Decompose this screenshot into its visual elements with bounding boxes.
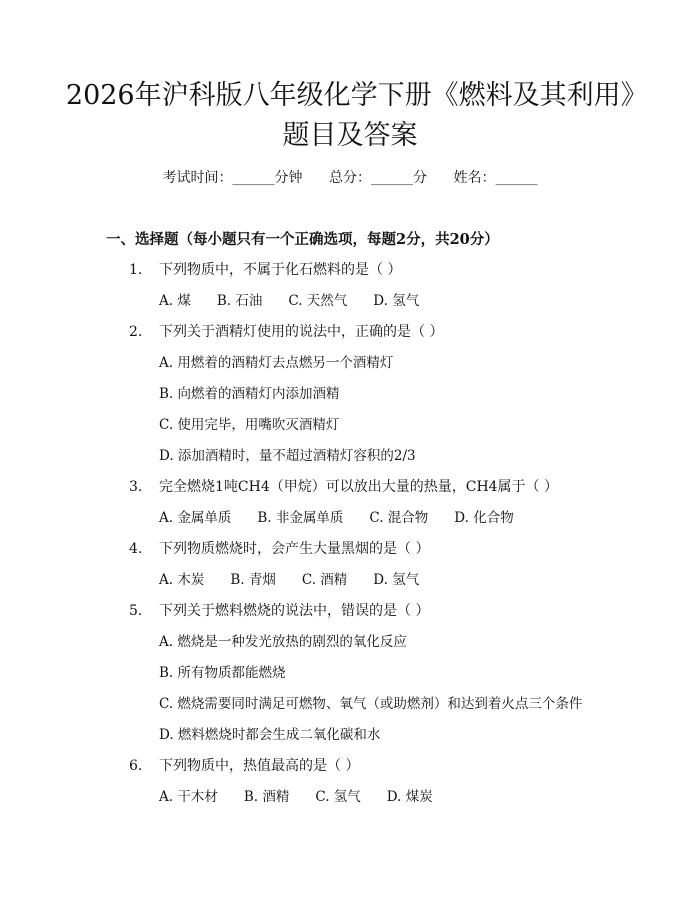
option: B. 非金属单质 <box>257 510 344 526</box>
options-row <box>0 290 700 321</box>
question-stem <box>0 600 700 631</box>
question-text: 下列物质中，热值最高的是（ ） <box>159 758 360 774</box>
option: D. 氢气 <box>373 293 420 309</box>
option: A. 金属单质 <box>159 510 232 526</box>
option: A. 木炭 <box>159 572 205 588</box>
question-number: 6. <box>129 758 143 774</box>
question-text: 下列物质燃烧时，会产生大量黑烟的是（ ） <box>159 541 430 557</box>
option: B. 石油 <box>216 293 263 309</box>
exam-info <box>0 168 700 188</box>
question-number: 4. <box>129 541 143 557</box>
option: C. 混合物 <box>369 510 429 526</box>
question-stem <box>0 538 700 569</box>
options-row <box>0 507 700 538</box>
options-row <box>0 569 700 600</box>
exam-time: 考试时间：______分钟 <box>162 170 303 186</box>
option: B. 所有物质都能燃烧 <box>159 665 286 681</box>
question-item <box>0 755 700 817</box>
option: A. 燃烧是一种发光放热的剧烈的氧化反应 <box>159 634 407 650</box>
question-item <box>0 321 700 476</box>
section-title: 一、选择题（每小题只有一个正确选项，每题2分，共20分） <box>106 231 499 248</box>
option: C. 酒精 <box>301 572 348 588</box>
option: C. 使用完毕，用嘴吹灭酒精灯 <box>159 417 340 433</box>
question-text: 下列关于酒精灯使用的说法中，正确的是（ ） <box>159 324 444 340</box>
option: A. 干木材 <box>159 789 218 805</box>
exam-score: 总分：______分 <box>329 170 427 186</box>
question-number: 5. <box>129 603 143 619</box>
question-item <box>0 538 700 600</box>
question-number: 2. <box>129 324 143 340</box>
question-item <box>0 259 700 321</box>
question-number: 1. <box>129 262 143 278</box>
option: D. 化合物 <box>454 510 514 526</box>
question-stem <box>0 476 700 507</box>
question-text: 完全燃烧1吨CH4（甲烷）可以放出大量的热量，CH4属于（ ） <box>159 479 559 495</box>
option: D. 燃料燃烧时都会生成二氧化碳和水 <box>159 727 381 743</box>
option: D. 添加酒精时，量不超过酒精灯容积的2/3 <box>159 448 416 464</box>
exam-name: 姓名：______ <box>453 170 538 186</box>
question-text: 下列关于燃料燃烧的说法中，错误的是（ ） <box>159 603 430 619</box>
option: A. 用燃着的酒精灯去点燃另一个酒精灯 <box>159 355 394 371</box>
question-item <box>0 476 700 538</box>
options-row <box>0 786 700 817</box>
question-stem <box>0 321 700 352</box>
document-title: 2026年沪科版八年级化学下册《燃料及其利用》题目及答案 <box>65 80 635 151</box>
option: D. 煤炭 <box>386 789 433 805</box>
option: C. 天然气 <box>288 293 348 309</box>
option: C. 氢气 <box>315 789 361 805</box>
question-text: 下列物质中，不属于化石燃料的是（ ） <box>159 262 402 278</box>
option: C. 燃烧需要同时满足可燃物、氧气（或助燃剂）和达到着火点三个条件 <box>159 696 583 712</box>
question-stem <box>0 755 700 786</box>
option: D. 氢气 <box>373 572 420 588</box>
question-stem <box>0 259 700 290</box>
question-item <box>0 600 700 755</box>
option: B. 向燃着的酒精灯内添加酒精 <box>159 386 340 402</box>
question-list <box>0 259 700 817</box>
option: A. 煤 <box>159 293 191 309</box>
question-number: 3. <box>129 479 143 495</box>
option: B. 酒精 <box>243 789 290 805</box>
option: B. 青烟 <box>230 572 276 588</box>
